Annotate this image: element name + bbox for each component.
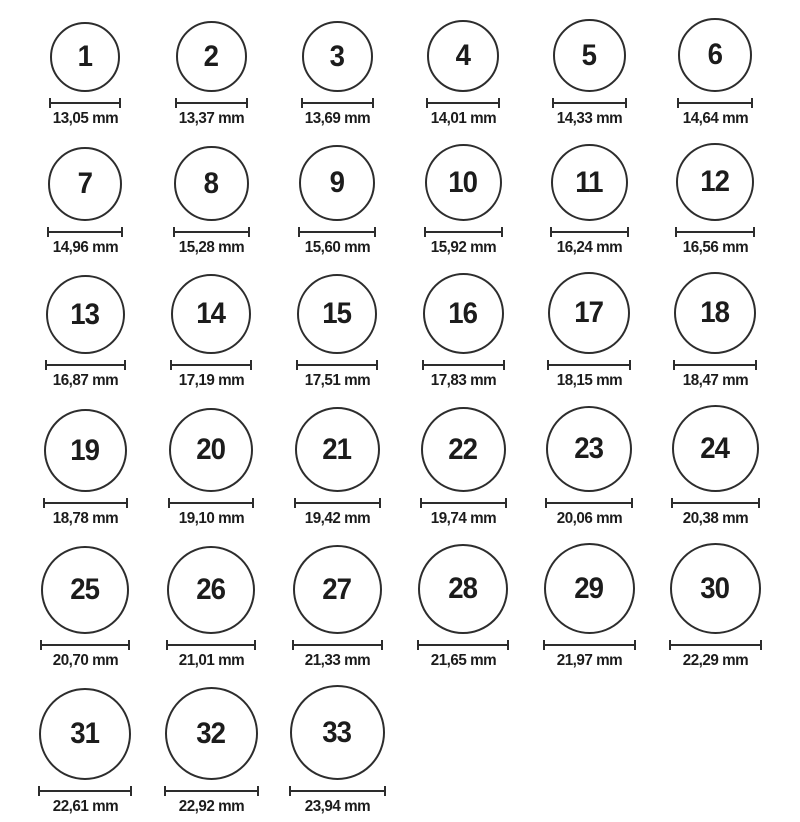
ring-circle [167,546,255,634]
dimension-bar [420,502,507,504]
dimension-right-tick [374,227,376,237]
ring-size-number: 13 [70,297,100,331]
dimension-right-tick [126,498,128,508]
ring-circle [674,272,756,354]
dimension-right-tick [379,498,381,508]
diameter-label: 14,96 mm [52,239,118,256]
diameter-label: 13,37 mm [178,110,244,127]
ring-size-cell [170,274,252,390]
ring-size-number: 18 [700,296,730,329]
ring-size-number: 20 [196,433,226,466]
diameter-dimension-line [175,98,248,108]
ring-size-cell [545,406,633,528]
diameter-label: 18,47 mm [682,372,748,389]
ring-size-number: 16 [448,296,478,330]
dimension-right-tick [631,498,633,508]
dimension-right-tick [384,786,386,796]
ring-circle [302,21,373,92]
dimension-bar [296,364,378,366]
dimension-right-tick [629,360,631,370]
dimension-right-tick [503,360,505,370]
ring-size-number: 3 [329,39,345,73]
dimension-right-tick [128,640,130,650]
ring-size-cell [175,21,248,128]
diameter-dimension-line [673,360,757,370]
ring-size-cell [673,272,757,390]
ring-size-number: 29 [574,571,604,605]
dimension-bar [45,364,126,366]
ring-circle [423,273,504,354]
ring-size-number: 10 [448,165,478,199]
dimension-right-tick [130,786,132,796]
dimension-right-tick [751,98,753,108]
diameter-label: 14,33 mm [556,110,622,127]
dimension-bar [417,644,509,646]
diameter-label: 22,29 mm [682,652,748,669]
ring-size-number: 27 [322,572,352,606]
ring-size-cell [417,544,509,670]
diameter-dimension-line [545,498,633,508]
diameter-label: 20,70 mm [52,652,118,669]
diameter-label: 20,06 mm [556,510,622,527]
ring-circle [546,406,632,492]
ring-circle [299,145,375,221]
ring-size-number: 25 [70,573,100,606]
ring-size-cell [298,145,376,257]
dimension-right-tick [124,360,126,370]
ring-size-cell [164,687,259,816]
ring-circle [418,544,508,634]
dimension-right-tick [755,360,757,370]
ring-size-cell [296,274,378,390]
ring-circle [165,687,258,780]
ring-size-number: 24 [700,431,730,465]
diameter-label: 22,92 mm [178,798,244,815]
diameter-label: 16,56 mm [682,239,748,256]
ring-size-cell [38,688,132,816]
ring-size-number: 32 [196,716,226,750]
ring-circle [672,405,759,492]
dimension-right-tick [121,227,123,237]
dimension-right-tick [246,98,248,108]
dimension-right-tick [505,498,507,508]
diameter-label: 14,01 mm [430,110,496,127]
diameter-dimension-line [170,360,252,370]
ring-size-number: 22 [448,432,478,466]
dimension-bar [422,364,505,366]
diameter-dimension-line [164,786,259,796]
dimension-right-tick [248,227,250,237]
ring-circle [46,275,125,354]
ring-circle [553,19,626,92]
dimension-bar [675,231,755,233]
ring-circle [290,685,385,780]
ring-circle [169,408,253,492]
diameter-dimension-line [47,227,123,237]
dimension-right-tick [498,98,500,108]
diameter-dimension-line [426,98,500,108]
ring-circle [297,274,377,354]
ring-size-number: 7 [77,167,93,200]
dimension-bar [289,790,386,792]
ring-size-cell [550,144,629,257]
diameter-dimension-line [543,640,636,650]
dimension-bar [173,231,250,233]
ring-circle [425,144,502,221]
dimension-bar [426,102,500,104]
dimension-right-tick [254,640,256,650]
ring-circle [174,146,249,221]
diameter-label: 20,38 mm [682,510,748,527]
ring-size-number: 5 [581,38,597,72]
ring-circle [544,543,635,634]
diameter-dimension-line [424,227,503,237]
diameter-label: 15,60 mm [304,239,370,256]
dimension-bar [669,644,762,646]
ring-size-number: 4 [455,39,471,72]
diameter-label: 16,24 mm [556,239,622,256]
diameter-label: 21,97 mm [556,652,622,669]
diameter-dimension-line [671,498,760,508]
ring-circle [176,21,247,92]
ring-size-cell [49,22,121,128]
dimension-right-tick [627,227,629,237]
dimension-right-tick [376,360,378,370]
dimension-bar [168,502,254,504]
diameter-dimension-line [296,360,378,370]
dimension-bar [38,790,132,792]
ring-size-number: 14 [196,297,226,330]
ring-size-cell [675,143,755,257]
ring-circle [427,20,499,92]
diameter-label: 23,94 mm [304,798,370,815]
diameter-label: 18,78 mm [52,510,118,527]
diameter-label: 16,87 mm [52,372,118,389]
ring-circle [39,688,131,780]
diameter-dimension-line [166,640,256,650]
dimension-right-tick [372,98,374,108]
diameter-label: 19,74 mm [430,510,496,527]
dimension-right-tick [257,786,259,796]
diameter-dimension-line [675,227,755,237]
diameter-label: 21,01 mm [178,652,244,669]
ring-size-number: 2 [203,39,219,73]
dimension-bar [673,364,757,366]
diameter-label: 17,51 mm [304,372,370,389]
dimension-bar [40,644,130,646]
ring-circle [171,274,251,354]
ring-size-number: 19 [70,433,100,467]
ring-size-number: 1 [77,40,93,73]
dimension-right-tick [760,640,762,650]
dimension-bar [671,502,760,504]
diameter-dimension-line [550,227,629,237]
dimension-bar [47,231,123,233]
diameter-dimension-line [552,98,627,108]
ring-size-number: 23 [574,432,604,465]
ring-size-cell [426,20,500,128]
diameter-label: 18,15 mm [556,372,622,389]
ring-circle [421,407,506,492]
diameter-label: 13,05 mm [52,110,118,127]
ring-size-cell [677,18,753,128]
ring-size-number: 6 [707,38,723,71]
diameter-dimension-line [669,640,762,650]
dimension-bar [292,644,383,646]
diameter-label: 21,65 mm [430,652,496,669]
ring-size-cell [543,543,636,670]
ring-size-cell [43,409,128,528]
ring-size-cell [168,408,254,528]
diameter-dimension-line [292,640,383,650]
diameter-dimension-line [420,498,507,508]
diameter-label: 17,83 mm [430,372,496,389]
diameter-label: 15,28 mm [178,239,244,256]
ring-circle [293,545,382,634]
ring-size-number: 31 [70,717,100,750]
dimension-right-tick [119,98,121,108]
diameter-dimension-line [417,640,509,650]
ring-size-cell [671,405,760,528]
dimension-bar [298,231,376,233]
dimension-right-tick [252,498,254,508]
ring-size-cell [547,272,631,390]
dimension-bar [294,502,381,504]
diameter-label: 17,19 mm [178,372,244,389]
dimension-right-tick [625,98,627,108]
diameter-dimension-line [301,98,374,108]
dimension-bar [424,231,503,233]
ring-size-cell [45,275,126,390]
dimension-bar [547,364,631,366]
ring-circle [548,272,630,354]
diameter-dimension-line [294,498,381,508]
diameter-label: 15,92 mm [430,239,496,256]
ring-size-cell [292,545,383,670]
dimension-right-tick [501,227,503,237]
ring-size-cell [422,273,505,390]
diameter-dimension-line [38,786,132,796]
dimension-bar [175,102,248,104]
ring-circle [551,144,628,221]
dimension-bar [543,644,636,646]
dimension-bar [552,102,627,104]
ring-circle [50,22,120,92]
ring-size-cell [301,21,374,128]
ring-size-number: 33 [322,715,352,749]
diameter-dimension-line [43,498,128,508]
ring-size-cell [289,685,386,816]
ring-size-cell [40,546,130,670]
dimension-right-tick [758,498,760,508]
dimension-bar [43,502,128,504]
ring-circle [670,543,761,634]
dimension-bar [545,502,633,504]
ring-circle [48,147,122,221]
ring-size-number: 15 [322,297,352,330]
ring-circle [676,143,754,221]
ring-size-number: 9 [329,166,345,199]
diameter-dimension-line [289,786,386,796]
ring-size-cell [47,147,123,257]
ring-size-number: 11 [575,165,603,199]
diameter-label: 19,10 mm [178,510,244,527]
ring-circle [41,546,129,634]
ring-size-number: 21 [322,432,352,466]
dimension-bar [301,102,374,104]
diameter-label: 14,64 mm [682,110,748,127]
diameter-dimension-line [422,360,505,370]
diameter-dimension-line [173,227,250,237]
ring-size-cell [173,146,250,257]
ring-size-number: 8 [203,166,219,200]
dimension-right-tick [634,640,636,650]
ring-size-cell [669,543,762,670]
diameter-label: 19,42 mm [304,510,370,527]
ring-size-number: 30 [700,571,730,605]
diameter-dimension-line [49,98,121,108]
ring-circle [44,409,127,492]
ring-size-number: 26 [196,573,226,606]
dimension-right-tick [250,360,252,370]
dimension-bar [164,790,259,792]
dimension-right-tick [381,640,383,650]
diameter-label: 13,69 mm [304,110,370,127]
ring-size-number: 12 [700,165,730,198]
ring-size-cell [294,407,381,528]
diameter-dimension-line [45,360,126,370]
dimension-bar [170,364,252,366]
diameter-dimension-line [547,360,631,370]
diameter-dimension-line [298,227,376,237]
dimension-bar [49,102,121,104]
dimension-bar [550,231,629,233]
dimension-bar [677,102,753,104]
dimension-right-tick [507,640,509,650]
ring-circle [295,407,380,492]
ring-circle [678,18,752,92]
diameter-label: 21,33 mm [304,652,370,669]
dimension-right-tick [753,227,755,237]
diameter-dimension-line [168,498,254,508]
ring-size-cell [420,407,507,528]
diameter-dimension-line [40,640,130,650]
diameter-label: 22,61 mm [52,798,118,815]
ring-size-number: 28 [448,572,478,605]
diameter-dimension-line [677,98,753,108]
ring-size-cell [552,19,627,128]
ring-size-cell [166,546,256,670]
ring-size-number: 17 [574,296,604,329]
dimension-bar [166,644,256,646]
ring-size-cell [424,144,503,257]
